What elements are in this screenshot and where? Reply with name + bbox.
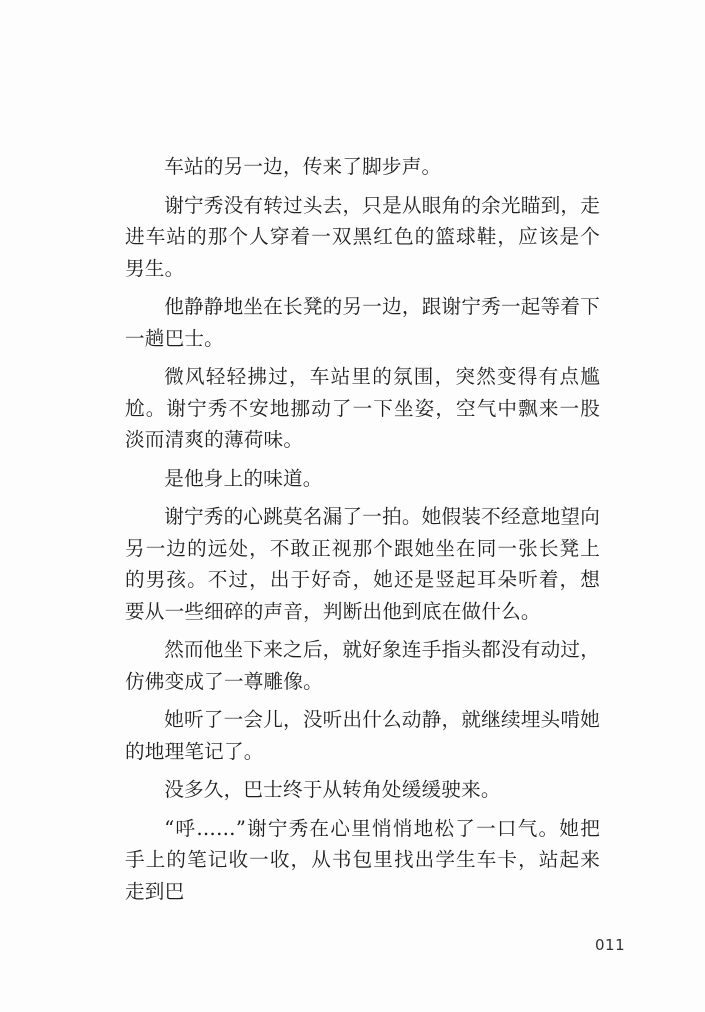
body-text: [125, 151, 600, 914]
paragraph: 是他身上的味道。: [164, 466, 323, 490]
paragraph: 谢宁秀的心跳莫名漏了一拍。她假装不经意地望向另一边的远处，不敢正视那个跟她坐在同一张长凳上的男孩。不过，出于好奇，她还是竖起耳朵听着，想要从一些细碎的声音，判断出他到底在做什么。: [125, 505, 600, 623]
paragraph: 谢宁秀没有转过头去，只是从眼角的余光瞄到，走进车站的那个人穿着一双黑红色的篮球鞋，应该是个男生。: [125, 193, 600, 280]
paragraph: 车站的另一边，传来了脚步声。: [164, 155, 442, 178]
page-number: 011: [595, 936, 626, 954]
paragraph: “呼……”谢宁秀在心里悄悄地松了一口气。她把手上的笔记收一收，从书包里找出学生车卡，站起来走到巴: [125, 816, 600, 903]
paragraph: 微风轻轻拂过，车站里的氛围，突然变得有点尴尬。谢宁秀不安地挪动了一下坐姿，空气中飘来一股淡而清爽的薄荷味。: [125, 365, 600, 451]
paragraph: 她听了一会儿，没听出什么动静，就继续埋头啃她的地理笔记了。: [125, 708, 600, 763]
paragraph: 然而他坐下来之后，就好象连手指头都没有动过，仿佛变成了一尊雕像。: [125, 638, 600, 693]
paragraph: 没多久，巴士终于从转角处缓缓驶来。: [164, 778, 501, 801]
paragraph: 他静静地坐在长凳的另一边，跟谢宁秀一起等着下一趟巴士。: [125, 295, 600, 350]
